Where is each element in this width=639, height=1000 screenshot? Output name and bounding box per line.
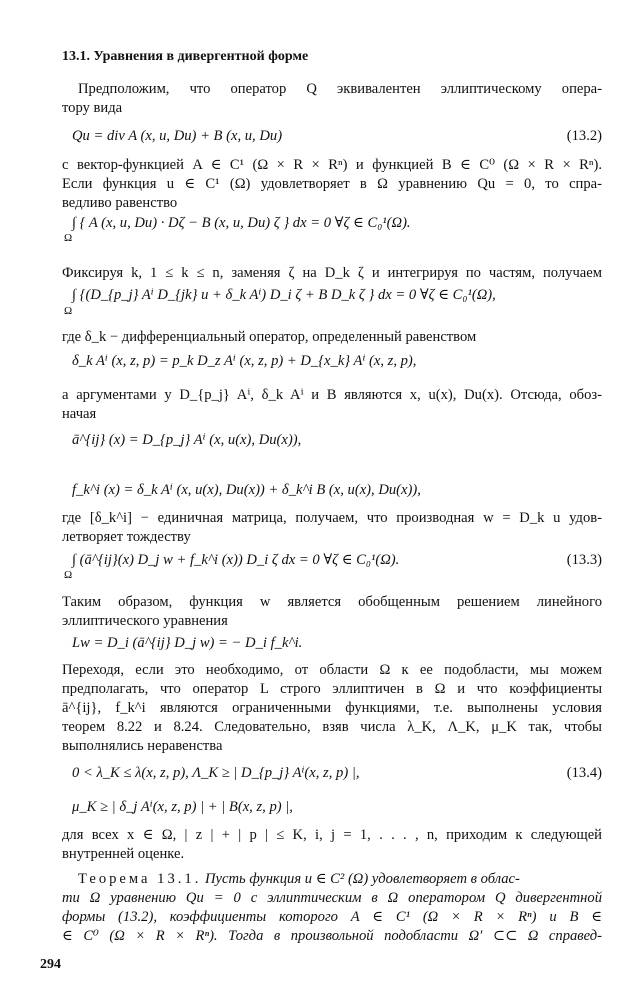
paragraph-line: с вектор-функцией A ∈ C¹ (Ω × R × Rⁿ) и функцией B ∈ C⁰ (Ω × R × Rⁿ). <box>62 157 602 173</box>
paragraph-line: а аргументами у D_{p_j} Aⁱ, δ_k Aⁱ и B являются x, u(x), Du(x). Отсюда, обоз- <box>62 387 602 403</box>
section-heading: 13.1. Уравнения в дивергентной форме <box>62 49 309 64</box>
theorem-text: ти Ω уравнению Qu = 0 с эллиптическим в Ω оператором Q дивергентной <box>62 890 602 906</box>
paragraph-line: теорем 8.22 и 8.24. Следовательно, взяв числа λ_K, Λ_K, μ_K так, чтобы <box>62 719 602 735</box>
equation-number: (13.4) <box>566 765 602 781</box>
paragraph-line: где δ_k − дифференциальный оператор, определенный равенством <box>62 329 477 345</box>
equation-number: (13.2) <box>566 128 602 144</box>
equation-13-2: Qu = div A (x, u, Du) + B (x, u, Du) <box>72 128 283 144</box>
paragraph-line: Таким образом, функция w является обобщенным решением линейного <box>62 594 602 610</box>
integral-domain: Ω <box>64 569 73 581</box>
paragraph-line: ведливо равенство <box>62 195 178 211</box>
equation-number: (13.3) <box>566 552 602 568</box>
paragraph-line: тору вида <box>62 100 123 116</box>
paragraph-line: начая <box>62 406 97 422</box>
paragraph-line: для всех x ∈ Ω, | z | + | p | ≤ K, i, j = 1, . . . , n, приходим к следующей <box>62 827 602 843</box>
theorem-text: формы (13.2), коэффициенты которого A ∈ C¹ (Ω × R × Rⁿ) и B ∈ <box>62 909 602 925</box>
equation-f-ik: f_k^i (x) = δ_k Aⁱ (x, u(x), Du(x)) + δ_k^i B (x, u(x), Du(x)), <box>72 482 421 498</box>
equation-differentiated: ∫ {(D_{p_j} Aⁱ D_{jk} u + δ_k Aⁱ) D_i ζ + B D_k ζ } dx = 0 ∀ζ ∈ C₀¹(Ω), <box>72 287 496 303</box>
theorem-label: Теорема 13.1. <box>78 871 202 887</box>
equation-lw: Lw = D_i (ā^{ij} D_j w) = − D_i f_k^i. <box>72 635 303 651</box>
paragraph-line: эллиптического уравнения <box>62 613 228 629</box>
paragraph-line: ā^{ij}, f_k^i являются ограниченными функциями, т.е. выполнены условия <box>62 700 602 716</box>
paragraph-line: где [δ_k^i] − единичная матрица, получаем, что производная w = D_k u удов- <box>62 510 602 526</box>
integral-domain: Ω <box>64 232 73 244</box>
paragraph-line: предполагать, что оператор L строго эллиптичен в Ω и что коэффициенты <box>62 681 602 697</box>
equation-a-ij: ā^{ij} (x) = D_{p_j} Aⁱ (x, u(x), Du(x)), <box>72 432 302 448</box>
theorem-text: ∈ C⁰ (Ω × R × Rⁿ). Тогда в произвольной подобласти Ω′ ⊂⊂ Ω справед- <box>62 928 602 944</box>
equation-13-3: ∫ (ā^{ij}(x) D_j w + f_k^i (x)) D_i ζ dx = 0 ∀ζ ∈ C₀¹(Ω). <box>72 552 400 568</box>
theorem-text: Пусть функция u ∈ C² (Ω) удовлетворяет в облас- <box>205 871 520 887</box>
equation-delta: δ_k Aⁱ (x, z, p) = p_k D_z Aⁱ (x, z, p) + D_{x_k} Aⁱ (x, z, p), <box>72 353 417 369</box>
paragraph-line: внутренней оценке. <box>62 846 185 862</box>
equation-weak-form: ∫ { A (x, u, Du) · Dζ − B (x, u, Du) ζ } dx = 0 ∀ζ ∈ C₀¹(Ω). <box>72 215 411 231</box>
theorem-first-line <box>78 870 602 888</box>
paragraph-line: Предположим, что оператор Q эквивалентен эллиптическому опера- <box>78 81 602 97</box>
page-number: 294 <box>40 957 61 972</box>
integral-domain: Ω <box>64 305 73 317</box>
paragraph-line: летворяет тождеству <box>62 529 191 545</box>
paragraph-line: Фиксируя k, 1 ≤ k ≤ n, заменяя ζ на D_k ζ и интегрируя по частям, получаем <box>62 265 602 281</box>
paragraph-line: выполнялись неравенства <box>62 738 223 754</box>
paragraph-line: Переходя, если это необходимо, от области Ω к ее подобласти, мы можем <box>62 662 602 678</box>
paragraph-line: Если функция u ∈ C¹ (Ω) удовлетворяет в Ω уравнению Qu = 0, то спра- <box>62 176 602 192</box>
equation-13-4b: μ_K ≥ | δ_j Aⁱ(x, z, p) | + | B(x, z, p) |, <box>72 799 293 815</box>
equation-13-4a: 0 < λ_K ≤ λ(x, z, p), Λ_K ≥ | D_{p_j} Aⁱ(x, z, p) |, <box>72 765 360 781</box>
